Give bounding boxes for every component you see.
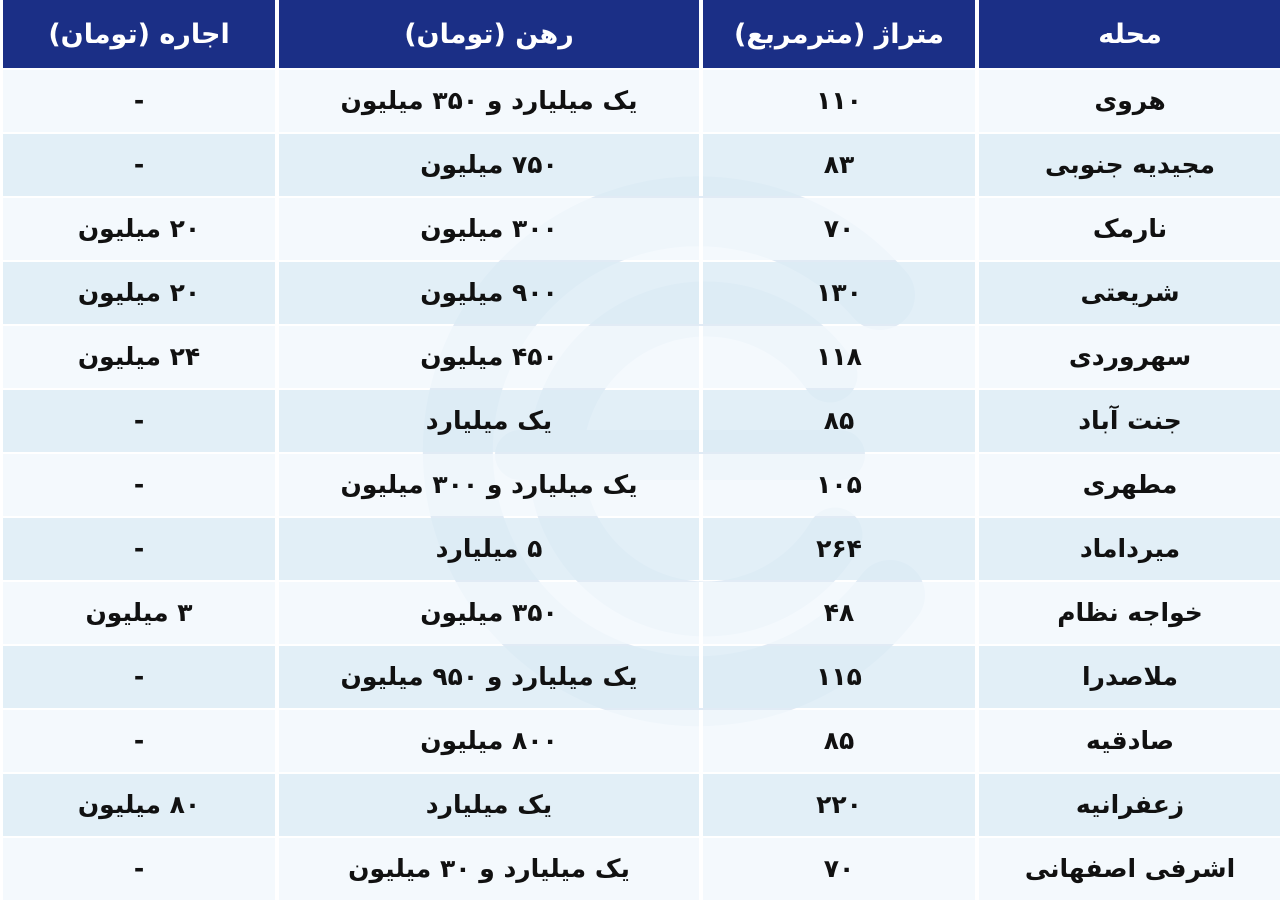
cell-rent: ۳ میلیون [3, 582, 275, 644]
cell-mortgage: ۸۰۰ میلیون [279, 710, 699, 772]
cell-neighborhood: ملاصدرا [979, 646, 1280, 708]
cell-mortgage: ۵ میلیارد [279, 518, 699, 580]
cell-rent: - [3, 390, 275, 452]
cell-neighborhood: نارمک [979, 198, 1280, 260]
table-row [0, 134, 1280, 196]
table-row [0, 518, 1280, 580]
table-row [0, 838, 1280, 900]
cell-neighborhood: سهروردی [979, 326, 1280, 388]
cell-mortgage: ۳۵۰ میلیون [279, 582, 699, 644]
cell-mortgage: یک میلیارد [279, 390, 699, 452]
cell-area: ۱۱۸ [703, 326, 975, 388]
table-row [0, 646, 1280, 708]
header-rent: اجاره (تومان) [3, 0, 275, 68]
table-row [0, 454, 1280, 516]
table-row [0, 70, 1280, 132]
table-row [0, 774, 1280, 836]
cell-neighborhood: میرداماد [979, 518, 1280, 580]
cell-mortgage: ۹۰۰ میلیون [279, 262, 699, 324]
cell-rent: ۲۰ میلیون [3, 262, 275, 324]
cell-area: ۲۶۴ [703, 518, 975, 580]
header-area: متراژ (مترمربع) [703, 0, 975, 68]
cell-area: ۱۳۰ [703, 262, 975, 324]
cell-mortgage: ۴۵۰ میلیون [279, 326, 699, 388]
header-mortgage: رهن (تومان) [279, 0, 699, 68]
cell-neighborhood: زعفرانیه [979, 774, 1280, 836]
table-row [0, 710, 1280, 772]
cell-neighborhood: شریعتی [979, 262, 1280, 324]
cell-neighborhood: هروی [979, 70, 1280, 132]
cell-area: ۸۳ [703, 134, 975, 196]
header-neighborhood: محله [979, 0, 1280, 68]
cell-mortgage: یک میلیارد و ۳۰ میلیون [279, 838, 699, 900]
cell-rent: - [3, 838, 275, 900]
table-row [0, 582, 1280, 644]
table-row [0, 326, 1280, 388]
cell-rent: ۸۰ میلیون [3, 774, 275, 836]
cell-neighborhood: صادقیه [979, 710, 1280, 772]
cell-rent: - [3, 134, 275, 196]
cell-mortgage: ۳۰۰ میلیون [279, 198, 699, 260]
table-row [0, 390, 1280, 452]
cell-area: ۸۵ [703, 390, 975, 452]
cell-mortgage: ۷۵۰ میلیون [279, 134, 699, 196]
cell-neighborhood: اشرفی اصفهانی [979, 838, 1280, 900]
table-row [0, 262, 1280, 324]
table-header-row [0, 0, 1280, 68]
cell-mortgage: یک میلیارد و ۳۵۰ میلیون [279, 70, 699, 132]
cell-rent: ۲۰ میلیون [3, 198, 275, 260]
cell-area: ۴۸ [703, 582, 975, 644]
cell-neighborhood: خواجه نظام [979, 582, 1280, 644]
cell-mortgage: یک میلیارد و ۳۰۰ میلیون [279, 454, 699, 516]
cell-neighborhood: مطهری [979, 454, 1280, 516]
cell-rent: ۲۴ میلیون [3, 326, 275, 388]
cell-area: ۲۲۰ [703, 774, 975, 836]
cell-area: ۷۰ [703, 198, 975, 260]
cell-mortgage: یک میلیارد و ۹۵۰ میلیون [279, 646, 699, 708]
cell-rent: - [3, 518, 275, 580]
cell-rent: - [3, 454, 275, 516]
cell-area: ۷۰ [703, 838, 975, 900]
cell-area: ۱۰۵ [703, 454, 975, 516]
cell-rent: - [3, 70, 275, 132]
cell-area: ۱۱۵ [703, 646, 975, 708]
cell-area: ۸۵ [703, 710, 975, 772]
cell-neighborhood: جنت آباد [979, 390, 1280, 452]
table-row [0, 198, 1280, 260]
cell-mortgage: یک میلیارد [279, 774, 699, 836]
cell-neighborhood: مجیدیه جنوبی [979, 134, 1280, 196]
cell-area: ۱۱۰ [703, 70, 975, 132]
cell-rent: - [3, 710, 275, 772]
cell-rent: - [3, 646, 275, 708]
